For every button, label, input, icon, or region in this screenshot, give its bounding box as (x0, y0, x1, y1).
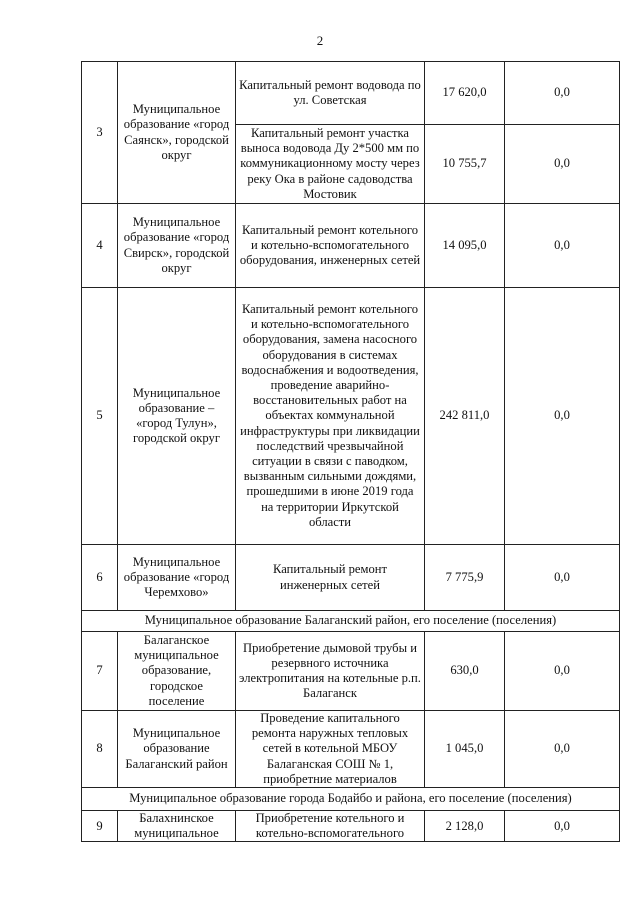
section-header-row (82, 611, 620, 632)
municipality-name: Муниципальное образование «город Саянск», городской округ (118, 62, 236, 204)
section-header-row (82, 788, 620, 811)
table-row (82, 632, 620, 711)
row-number: 8 (82, 711, 118, 788)
municipality-name: Муниципальное образование «город Свирск», городской округ (118, 204, 236, 288)
work-description: Капитальный ремонт котельного и котельно-вспомогательного оборудования, замена насосного оборудования в системах водоснабжения и водоотведения, проведение аварийно-восстановительных работ на объектах коммунальной инфраструктуры при ликвидации последствий чрезвычайной ситуации в связи с паводком, вызванным сильными дождями, прошедшими в июне 2019 года на территории Иркутской области (236, 288, 425, 545)
work-description: Приобретение дымовой трубы и резервного источника электропитания на котельные р.п. Балаганск (236, 632, 425, 711)
amount-cell: 242 811,0 (425, 288, 505, 545)
amount-cell: 630,0 (425, 632, 505, 711)
amount-cell: 14 095,0 (425, 204, 505, 288)
amount-cell: 1 045,0 (425, 711, 505, 788)
work-description: Приобретение котельного и котельно-вспомогательного (236, 811, 425, 842)
row-number: 3 (82, 62, 118, 204)
section-header-bodaibo: Муниципальное образование города Бодайбо и района, его поселение (поселения) (82, 788, 620, 811)
row-number: 9 (82, 811, 118, 842)
table-row (82, 62, 620, 125)
section-header-balagansky: Муниципальное образование Балаганский район, его поселение (поселения) (82, 611, 620, 632)
row-number: 6 (82, 545, 118, 611)
other-amount-cell: 0,0 (505, 711, 620, 788)
table-row (82, 288, 620, 545)
municipality-name: Муниципальное образование – «город Тулун», городской округ (118, 288, 236, 545)
table-row (82, 204, 620, 288)
row-number: 7 (82, 632, 118, 711)
other-amount-cell: 0,0 (505, 62, 620, 125)
work-description: Проведение капитального ремонта наружных тепловых сетей в котельной МБОУ Балаганская СОШ № 1, приобретние материалов (236, 711, 425, 788)
row-number: 4 (82, 204, 118, 288)
amount-cell: 7 775,9 (425, 545, 505, 611)
other-amount-cell: 0,0 (505, 204, 620, 288)
work-description: Капитальный ремонт инженерных сетей (236, 545, 425, 611)
other-amount-cell: 0,0 (505, 288, 620, 545)
row-number: 5 (82, 288, 118, 545)
other-amount-cell: 0,0 (505, 125, 620, 204)
table-row (82, 711, 620, 788)
municipality-name: Балахнинское муниципальное (118, 811, 236, 842)
amount-cell: 10 755,7 (425, 125, 505, 204)
table-row (82, 545, 620, 611)
amount-cell: 2 128,0 (425, 811, 505, 842)
work-description: Капитальный ремонт участка выноса водовода Ду 2*500 мм по коммуникационному мосту через реку Ока в районе садоводства Мостовик (236, 125, 425, 204)
municipality-name: Балаганское муниципальное образование, городское поселение (118, 632, 236, 711)
funding-table (81, 61, 620, 842)
municipality-name: Муниципальное образование Балаганский район (118, 711, 236, 788)
amount-cell: 17 620,0 (425, 62, 505, 125)
work-description: Капитальный ремонт котельного и котельно-вспомогательного оборудования, инженерных сетей (236, 204, 425, 288)
table-row (82, 811, 620, 842)
other-amount-cell: 0,0 (505, 811, 620, 842)
other-amount-cell: 0,0 (505, 632, 620, 711)
work-description: Капитальный ремонт водовода по ул. Советская (236, 62, 425, 125)
other-amount-cell: 0,0 (505, 545, 620, 611)
page-number: 2 (316, 33, 324, 48)
municipality-name: Муниципальное образование «город Черемхово» (118, 545, 236, 611)
